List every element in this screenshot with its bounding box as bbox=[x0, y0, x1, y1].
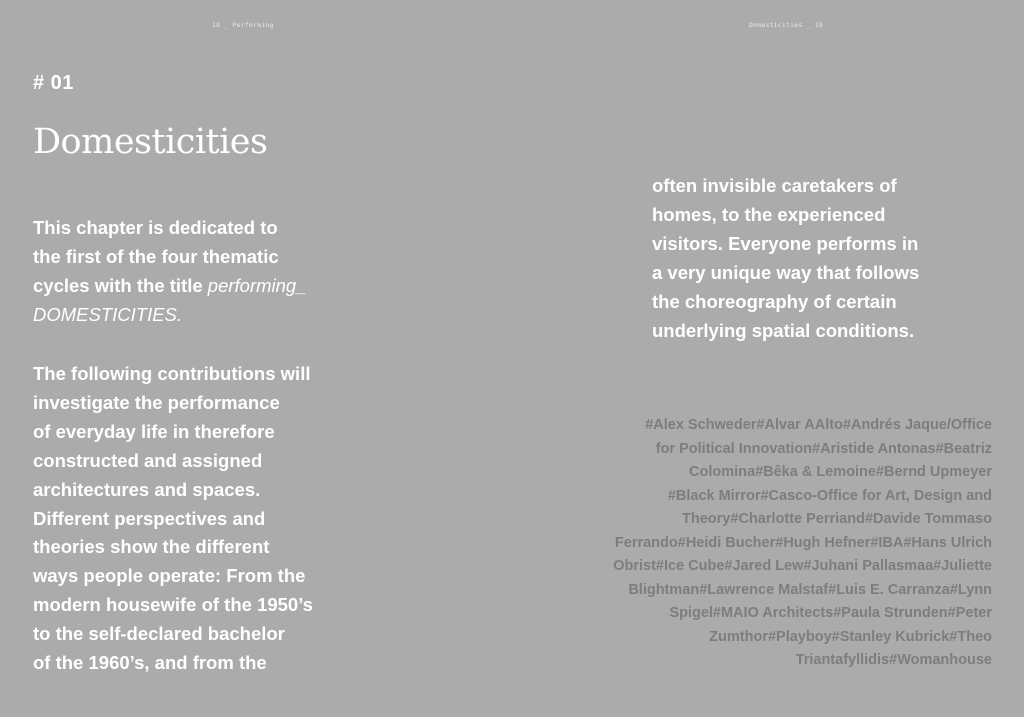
body-paragraph-right: often invisible caretakers of homes, to the experienced visitors. Everyone performs in a very unique way that follows the choreography of certain underlying spatial conditions. bbox=[652, 175, 920, 341]
chapter-title: Domesticities bbox=[33, 122, 268, 162]
intro-paragraph bbox=[33, 214, 393, 330]
intro-text: This chapter is dedicated to the first of the four thematic cycles with the title bbox=[33, 217, 279, 296]
running-header-right: Domesticities _ 19 bbox=[749, 21, 824, 29]
hashtag-list: #Alex Schweder#Alvar AAlto#Andrés Jaque/Office for Political Innovation#Aristide Antonas#Beatriz Colomina#Bêka & Lemoine#Bernd Upmeyer #Black Mirror#Casco-Office for Art, Design and Theory#Charlotte Perriand#Davide Tommaso Ferrando#Heidi Bucher#Hugh Hefner#IBA#Hans Ulrich Obrist#Ice Cube#Jared Lew#Juhani Pallasmaa#Juliette Blightman#Lawrence Malstaf#Luis E. Carranza#Lynn Spigel#MAIO Architects#Paula Strunden#Peter Zumthor#Playboy#Stanley Kubrick#Theo Triantafyllidis#Womanhouse bbox=[613, 417, 992, 668]
intro-italic-title: performing_ DOMESTICITIES. bbox=[33, 274, 307, 325]
running-header-left: 18 _ Performing bbox=[212, 21, 274, 29]
chapter-number: # 01 bbox=[33, 72, 74, 94]
body-paragraph-left: The following contributions will investigate the performance of everyday life in therefore constructed and assigned architectures and spaces. Different perspectives and theories show the different ways people operate: From the modern housewife of the 1950’s to the self-declared bachelor of the 1960’s, and from the bbox=[33, 363, 313, 674]
